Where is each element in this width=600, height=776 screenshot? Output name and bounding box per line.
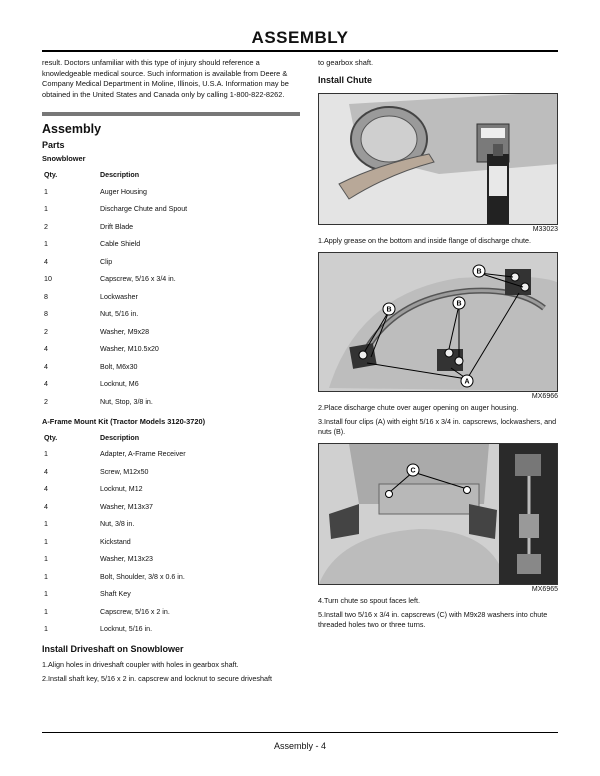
chute-step-3: 3.Install four clips (A) with eight 5/16 x 3/4 in. capscrews, lockwashers, and nuts (B).	[318, 416, 557, 436]
qty-cell: 1	[44, 607, 48, 616]
qty-header: Qty.	[44, 433, 58, 442]
qty-cell: 8	[44, 292, 48, 301]
table-row	[42, 393, 300, 411]
left-column	[42, 58, 300, 688]
aframe-parts-table	[42, 430, 300, 639]
table-row	[42, 446, 300, 464]
table-row	[42, 271, 300, 289]
description-cell: Auger Housing	[100, 187, 147, 196]
aframe-heading: A-Frame Mount Kit (Tractor Models 3120-3720)	[42, 416, 206, 426]
table-row	[42, 603, 300, 621]
table-row	[42, 358, 300, 376]
figure-code-2: MX6966	[531, 392, 558, 400]
table-row	[42, 498, 300, 516]
parts-heading: Parts	[42, 140, 65, 150]
description-cell: Capscrew, 5/16 x 3/4 in.	[100, 275, 176, 284]
description-cell: Washer, M13x37	[100, 502, 153, 511]
description-cell: Discharge Chute and Spout	[100, 205, 188, 214]
table-row	[42, 183, 300, 201]
qty-cell: 1	[44, 625, 48, 634]
callout-a	[461, 375, 473, 387]
qty-cell: 2	[44, 222, 48, 231]
section-divider	[42, 112, 300, 116]
description-cell: Nut, 3/8 in.	[100, 520, 135, 529]
table-row	[42, 376, 300, 394]
callout-b-right	[473, 265, 485, 277]
table-row	[42, 533, 300, 551]
svg-text:A: A	[464, 378, 470, 385]
qty-cell: 2	[44, 327, 48, 336]
description-cell: Clip	[100, 257, 113, 266]
table-row	[42, 341, 300, 359]
clips-illustration	[319, 253, 558, 391]
description-cell: Nut, Stop, 3/8 in.	[100, 397, 153, 406]
svg-text:B: B	[456, 300, 462, 307]
table-row	[42, 463, 300, 481]
callout-c	[407, 464, 419, 476]
description-cell: Locknut, 5/16 in.	[100, 625, 153, 634]
table-row	[42, 551, 300, 569]
description-cell: Washer, M13x23	[100, 555, 153, 564]
description-cell: Washer, M10.5x20	[100, 345, 159, 354]
description-cell: Drift Blade	[100, 222, 134, 231]
callout-b-left	[383, 303, 395, 315]
qty-cell: 4	[44, 362, 48, 371]
callout-b-middle	[453, 297, 465, 309]
table-row	[42, 586, 300, 604]
chute-step-5: 5.Install two 5/16 x 3/4 in. capscrews (C) with M9x28 washers into chute threaded holes two or three turns.	[318, 609, 548, 629]
qty-cell: 1	[44, 572, 48, 581]
description-cell: Adapter, A-Frame Receiver	[100, 450, 186, 459]
table-row	[42, 236, 300, 254]
header-rule	[42, 50, 558, 52]
footer-rule	[42, 732, 558, 733]
description-cell: Locknut, M12	[100, 485, 143, 494]
chute-step-2: 2.Place discharge chute over auger opening on auger housing.	[318, 402, 519, 412]
qty-cell: 1	[44, 450, 48, 459]
description-cell: Washer, M9x28	[100, 327, 150, 336]
intro-paragraph: result. Doctors unfamiliar with this type of injury should reference a knowledgeable medical source. Such information is available from Deere & Company Medical Department in Moline, Illinois, U.S.A. Information may be obtained in the United States and Canada only by calling 1-800-822-8262.	[42, 58, 289, 99]
description-cell: Nut, 5/16 in.	[100, 310, 139, 319]
table-row	[42, 568, 300, 586]
qty-cell: 1	[44, 205, 48, 214]
qty-cell: 4	[44, 257, 48, 266]
table-row	[42, 481, 300, 499]
assembly-heading: Assembly	[42, 122, 102, 136]
qty-cell: 4	[44, 380, 48, 389]
qty-header: Qty.	[44, 171, 58, 179]
description-header: Description	[100, 433, 140, 442]
description-cell: Bolt, M6x30	[100, 362, 138, 371]
table-row	[42, 201, 300, 219]
figure-clips	[318, 252, 558, 392]
snowblower-parts-table	[42, 167, 300, 411]
driveshaft-continuation: to gearbox shaft.	[318, 58, 374, 67]
figure-chute-capscrews	[318, 443, 558, 585]
qty-cell: 4	[44, 345, 48, 354]
svg-text:B: B	[476, 268, 482, 275]
qty-cell: 1	[44, 555, 48, 564]
install-chute-heading: Install Chute	[318, 74, 373, 85]
qty-cell: 1	[44, 187, 48, 196]
chute-step-1: 1.Apply grease on the bottom and inside flange of discharge chute.	[318, 235, 531, 245]
table-row	[42, 218, 300, 236]
table-row	[42, 306, 300, 324]
description-cell: Cable Shield	[100, 240, 141, 249]
table-row	[42, 621, 300, 639]
description-cell: Shaft Key	[100, 590, 131, 599]
description-cell: Screw, M12x50	[100, 467, 149, 476]
table-row	[42, 323, 300, 341]
qty-cell: 1	[44, 537, 48, 546]
table-row	[42, 516, 300, 534]
chute-step-4: 4.Turn chute so spout faces left.	[318, 595, 421, 605]
figure-code-1: M33023	[532, 225, 558, 233]
description-cell: Locknut, M6	[100, 380, 139, 389]
qty-cell: 4	[44, 502, 48, 511]
qty-cell: 1	[44, 240, 48, 249]
snowblower-heading: Snowblower	[42, 154, 86, 163]
chute-capscrews-illustration	[319, 444, 558, 584]
grease-chute-illustration	[319, 94, 558, 224]
driveshaft-step-2: 2.Install shaft key, 5/16 x 2 in. capscrew and locknut to secure driveshaft	[42, 674, 272, 683]
driveshaft-heading: Install Driveshaft on Snowblower	[42, 644, 184, 654]
description-header: Description	[100, 171, 140, 179]
page-title: ASSEMBLY	[251, 28, 349, 47]
qty-cell: 1	[44, 590, 48, 599]
description-cell: Lockwasher	[100, 292, 138, 301]
svg-text:C: C	[410, 467, 416, 474]
figure-grease-chute	[318, 93, 558, 225]
table-row	[42, 288, 300, 306]
right-column	[318, 58, 558, 634]
qty-cell: 4	[44, 467, 48, 476]
driveshaft-step-1: 1.Align holes in driveshaft coupler with holes in gearbox shaft.	[42, 660, 239, 669]
figure-code-3: MX6965	[531, 585, 558, 593]
qty-cell: 1	[44, 520, 48, 529]
description-cell: Capscrew, 5/16 x 2 in.	[100, 607, 170, 616]
qty-cell: 10	[44, 275, 52, 284]
table-row	[42, 253, 300, 271]
description-cell: Kickstand	[100, 537, 131, 546]
qty-cell: 2	[44, 397, 48, 406]
qty-cell: 4	[44, 485, 48, 494]
page-footer: Assembly - 4	[273, 741, 326, 751]
svg-text:B: B	[386, 306, 392, 313]
qty-cell: 8	[44, 310, 48, 319]
description-cell: Bolt, Shoulder, 3/8 x 0.6 in.	[100, 572, 185, 581]
